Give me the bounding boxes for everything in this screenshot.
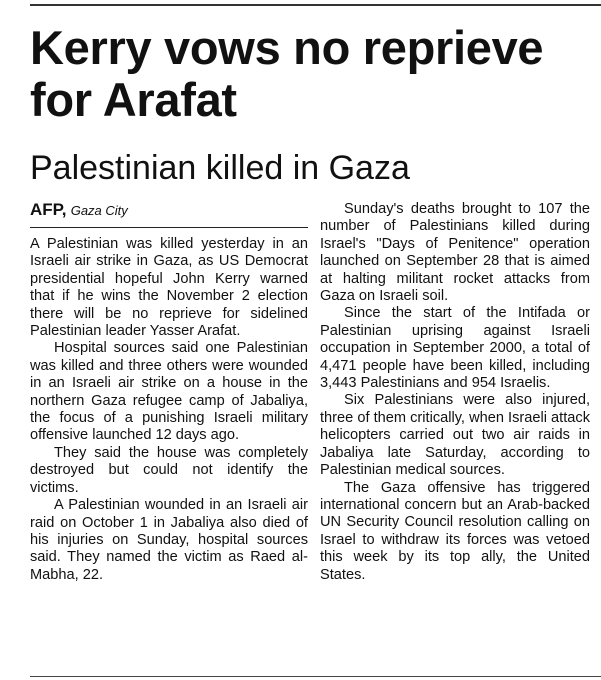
paragraph: A Palestinian wounded in an Israeli air raid on October 1 in Jabaliya also died of his injuries on Sunday, hospital sources said. They named the victim as Raed al-Mabha, 22.: [30, 497, 308, 583]
article-column-left: [30, 236, 308, 584]
paragraph: Sunday's deaths brought to 107 the number of Palestinians killed during Israel's "Days of Penitence" operation launched on September 28 that is aimed at halting militant rocket attacks from Gaza on Israeli soil.: [320, 201, 590, 305]
byline-agency: AFP,: [30, 200, 67, 219]
paragraph: Hospital sources said one Palestinian was killed and three others were wounded in an Israeli air strike on a house in the northern Gaza refugee camp of Jabaliya, the focus of a punishing Israeli military offensive launched 12 days ago.: [30, 340, 308, 444]
paragraph: A Palestinian was killed yesterday in an Israeli air strike in Gaza, as US Democrat presidential hopeful John Kerry warned that if he wins the November 2 election there will be no reprieve for sidelined Palestinian leader Yasser Arafat.: [30, 236, 308, 340]
article-column-right: [320, 201, 590, 584]
subheadline: Palestinian killed in Gaza: [30, 149, 410, 187]
paragraph: The Gaza offensive has triggered international concern but an Arab-backed UN Security Council resolution calling on Israel to withdraw its forces was vetoed this week by its top ally, the United States.: [320, 479, 590, 583]
byline-rule: [30, 227, 308, 228]
bottom-rule: [30, 676, 601, 677]
headline: Kerry vows no reprieve for Arafat: [30, 21, 544, 126]
paragraph: Since the start of the Intifada or Palestinian uprising against Israeli occupation in September 2000, a total of 4,471 people have been killed, including 3,443 Palestinians and 954 Israelis.: [320, 305, 590, 392]
byline-dateline: Gaza City: [70, 203, 128, 218]
top-rule: [30, 4, 601, 6]
paragraph: Six Palestinians were also injured, three of them critically, when Israeli attack helicopters carried out two air raids in Jabaliya late Saturday, according to Palestinian medical sources.: [320, 392, 590, 479]
paragraph: They said the house was completely destroyed but could not identify the victims.: [30, 444, 308, 496]
byline: [30, 201, 300, 220]
